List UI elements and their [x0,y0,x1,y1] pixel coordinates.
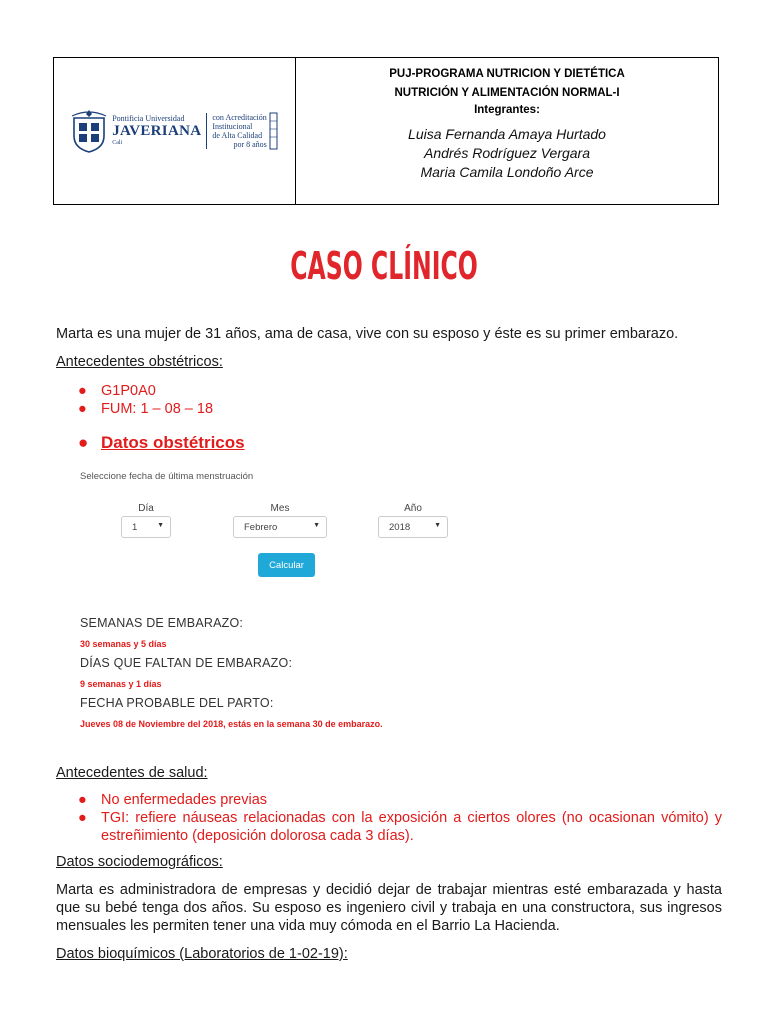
document-title: CASO CLÍNICO [290,244,478,288]
logo-line1: Pontificia Universidad [112,114,185,123]
intro-paragraph: Marta es una mujer de 31 años, ama de casa, vive con su esposo y éste es su primer embarazo. [56,326,679,342]
due-date-label: FECHA PROBABLE DEL PARTO: [80,696,274,710]
bullet-icon: ● [78,433,89,452]
calculate-button[interactable]: Calcular [258,553,315,577]
remaining-label: DÍAS QUE FALTAN DE EMBARAZO: [80,656,293,670]
bullet-icon: ● [78,810,87,826]
header-table [53,57,719,205]
due-date-value: Jueves 08 de Noviembre del 2018, estás en la semana 30 de embarazo. [80,719,383,729]
course-name: NUTRICIÓN Y ALIMENTACIÓN NORMAL-I [394,87,620,99]
logo-divider [206,113,207,149]
shield-icon [70,108,108,154]
acred-line1: con Acreditación [212,113,267,122]
acred-line2: Institucional [212,122,253,131]
weeks-label: SEMANAS DE EMBARAZO: [80,616,244,630]
chevron-down-icon: ▼ [157,522,164,529]
weeks-value: 30 semanas y 5 días [80,639,167,649]
sociodemographic-paragraph: Marta es administradora de empresas y decidió dejar de trabajar mientras esté embarazada y hasta que su bebé tenga dos años. Su esposo es ingeniero civil y trabaja en una constructora, sus ingresos mensuales les permiten tener una vida muy cómoda en el Barrio La Hacienda. [56,882,722,934]
obstetric-data-heading: ● Datos obstétricos [78,433,245,452]
logo-cell [54,58,296,204]
month-label: Mes [270,503,290,514]
acred-line3: de Alta Calidad [212,131,263,140]
obstetric-history-list [56,382,722,418]
university-logo [70,108,279,154]
member-name: Luisa Fernanda Amaya Hurtado [408,126,606,142]
list-item: ● No enfermedades previas [78,792,268,808]
sociodemographic-heading: Datos sociodemográficos: [56,854,223,870]
chevron-down-icon: ▼ [313,522,320,529]
building-icon [269,111,279,151]
obstetric-history-heading: Antecedentes obstétricos: [56,354,223,370]
month-select[interactable]: Febrero ▼ [233,516,327,538]
logo-line3: Cali [112,140,123,146]
list-item: ● FUM: 1 – 08 – 18 [78,401,214,417]
health-history-list [56,791,722,845]
day-label: Día [138,503,154,514]
bullet-icon: ● [78,792,87,808]
bullet-icon: ● [78,401,87,417]
health-history-heading: Antecedentes de salud: [56,765,208,781]
logo-line2: JAVERIANA [112,123,202,139]
list-item: ● TGI: refiere náuseas relacionadas con la exposición a ciertos olores (no ocasionan vómito) y estreñimiento (deposición dolorosa cada 3 días). [78,810,722,844]
bullet-icon: ● [78,383,87,399]
header-info [296,58,718,204]
program-name: PUJ-PROGRAMA NUTRICION Y DIETÉTICA [389,68,625,80]
acred-line4: por 8 años [233,140,267,149]
list-item: ● G1P0A0 [78,383,156,399]
calculator-prompt: Seleccione fecha de última menstruación [80,471,254,482]
members-label: Integrantes: [474,104,540,116]
remaining-value: 9 semanas y 1 días [80,679,162,689]
day-select[interactable]: 1 ▼ [121,516,171,538]
member-name: Maria Camila Londoño Arce [420,164,594,180]
year-label: Año [404,503,422,514]
chevron-down-icon: ▼ [434,522,441,529]
biochemical-heading: Datos bioquímicos (Laboratorios de 1-02-19): [56,946,348,962]
year-select[interactable]: 2018 ▼ [378,516,448,538]
member-name: Andrés Rodríguez Vergara [423,145,591,161]
